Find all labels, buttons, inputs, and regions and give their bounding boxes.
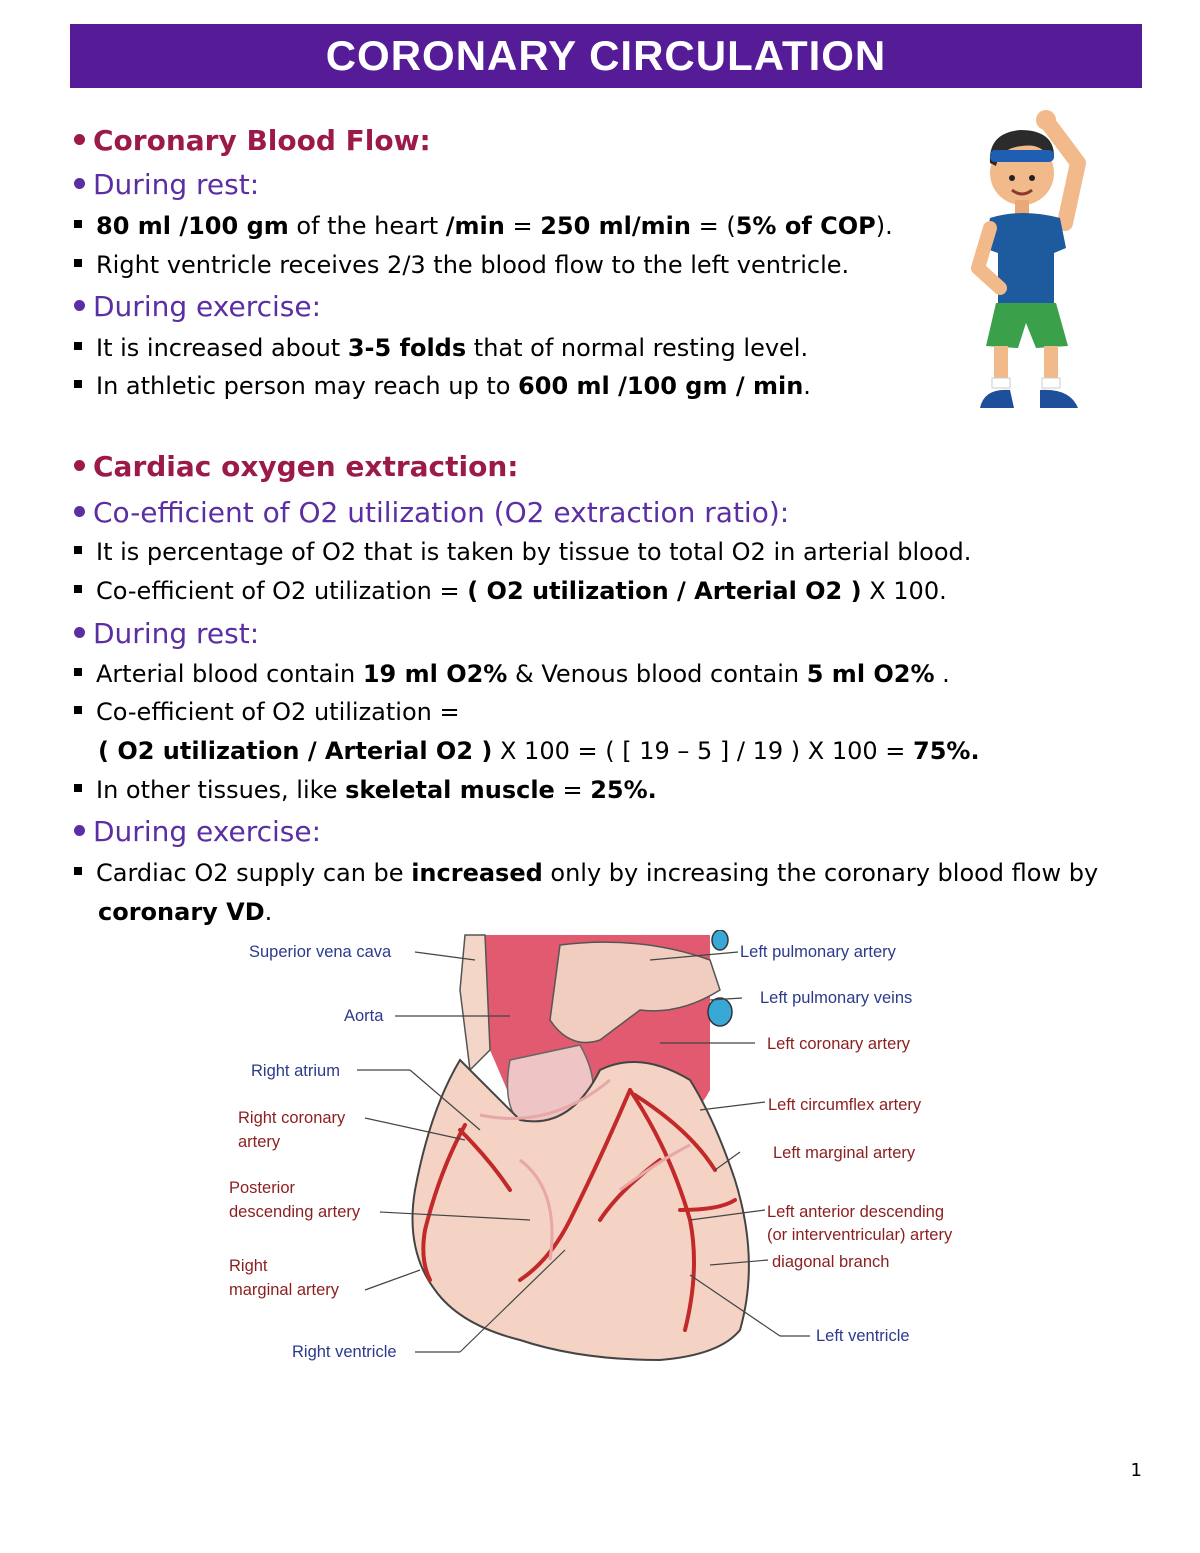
label-posterior-descending: descending artery — [229, 1203, 361, 1221]
heading-coefficient: Co-efficient of O2 utilization (O2 extraction ratio): — [74, 496, 789, 529]
label-superior-vena-cava: Superior vena cava — [249, 943, 392, 961]
list-item: Arterial blood contain 19 ml O2% & Venous blood contain 5 ml O2% . — [74, 660, 950, 688]
bullet-dot-icon — [74, 627, 85, 638]
label-right: Right — [229, 1257, 268, 1275]
page-number: 1 — [1130, 1460, 1142, 1481]
list-item: In other tissues, like skeletal muscle = 25%. — [74, 776, 657, 804]
label-right-marginal-artery: marginal artery — [229, 1281, 340, 1299]
list-item: Cardiac O2 supply can be increased only by increasing the coronary blood flow by — [74, 859, 1098, 887]
list-item: It is increased about 3-5 folds that of normal resting level. — [74, 334, 808, 362]
square-bullet-icon — [74, 546, 82, 554]
list-item: Co-efficient of O2 utilization = — [74, 698, 460, 726]
bullet-dot-icon — [74, 178, 85, 189]
label-left-coronary-artery: Left coronary artery — [767, 1035, 911, 1053]
square-bullet-icon — [74, 706, 82, 714]
label-left-marginal-artery: Left marginal artery — [773, 1144, 916, 1162]
heading-exercise-1: During exercise: — [74, 290, 321, 323]
heading-exercise-2: During exercise: — [74, 815, 321, 848]
page-title: CORONARY CIRCULATION — [325, 32, 887, 79]
label-right-coronary-artery: artery — [238, 1133, 281, 1151]
list-item: It is percentage of O2 that is taken by tissue to total O2 in arterial blood. — [74, 538, 971, 566]
square-bullet-icon — [74, 668, 82, 676]
label-left-pulmonary-veins: Left pulmonary veins — [760, 989, 913, 1007]
square-bullet-icon — [74, 380, 82, 388]
label-left-anterior-descending: Left anterior descending — [767, 1203, 945, 1221]
square-bullet-icon — [74, 585, 82, 593]
bullet-dot-icon — [74, 825, 85, 836]
heading-rest-1: During rest: — [74, 168, 259, 201]
heading-rest-2: During rest: — [74, 617, 259, 650]
label-left-circumflex-artery: Left circumflex artery — [768, 1096, 922, 1114]
square-bullet-icon — [74, 342, 82, 350]
bullet-dot-icon — [74, 134, 85, 145]
label-left-ventricle: Left ventricle — [816, 1327, 910, 1345]
square-bullet-icon — [74, 259, 82, 267]
bullet-dot-icon — [74, 460, 85, 471]
label-right-atrium: Right atrium — [251, 1062, 340, 1080]
square-bullet-icon — [74, 867, 82, 875]
label-right-ventricle: Right ventricle — [292, 1343, 397, 1361]
list-item-continuation: coronary VD. — [98, 898, 273, 926]
heading-coronary-blood-flow: Coronary Blood Flow: — [74, 124, 431, 157]
exercising-boy-illustration — [970, 108, 1140, 418]
title-banner — [70, 24, 1142, 88]
label-right-coronary: Right coronary — [238, 1109, 346, 1127]
label-aorta: Aorta — [344, 1007, 384, 1025]
label-interventricular-artery: (or interventricular) artery — [767, 1226, 953, 1244]
list-item: Co-efficient of O2 utilization = ( O2 utilization / Arterial O2 ) X 100. — [74, 577, 947, 605]
list-item: 80 ml /100 gm of the heart /min = 250 ml/min = (5% of COP). — [74, 212, 893, 240]
list-item: In athletic person may reach up to 600 ml /100 gm / min. — [74, 372, 811, 400]
heart-coronary-diagram — [220, 930, 1000, 1380]
label-diagonal-branch: diagonal branch — [772, 1253, 890, 1271]
square-bullet-icon — [74, 220, 82, 228]
bullet-dot-icon — [74, 300, 85, 311]
label-posterior: Posterior — [229, 1179, 296, 1197]
bullet-dot-icon — [74, 506, 85, 517]
list-item: Right ventricle receives 2/3 the blood flow to the left ventricle. — [74, 251, 849, 279]
square-bullet-icon — [74, 784, 82, 792]
heading-cardiac-oxygen-extraction: Cardiac oxygen extraction: — [74, 450, 518, 483]
list-item-continuation: ( O2 utilization / Arterial O2 ) X 100 = ( [ 19 – 5 ] / 19 ) X 100 = 75%. — [98, 737, 980, 765]
label-left-pulmonary-artery: Left pulmonary artery — [740, 943, 896, 961]
